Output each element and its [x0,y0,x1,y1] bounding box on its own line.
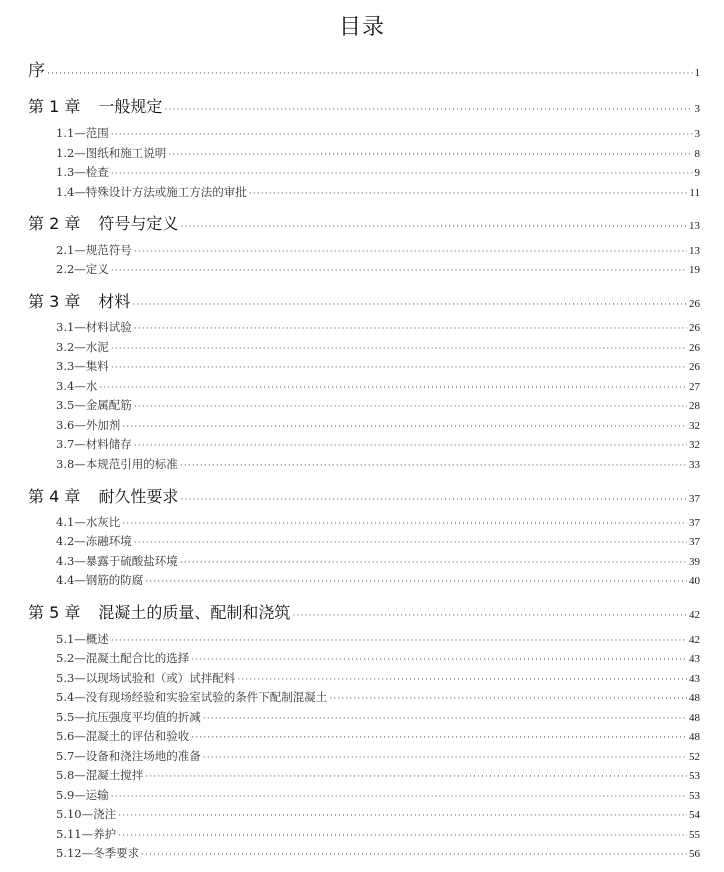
dot-leader [168,149,692,159]
toc-page-number: 32 [689,420,700,432]
toc-section[interactable] [0,728,724,744]
section-label: 1.2—图纸和施工说明 [56,146,167,160]
toc-chapter-5[interactable] [0,600,724,623]
toc-page-number: 13 [689,245,700,257]
toc-section[interactable] [0,145,724,161]
section-label: 4.2—冻融环境 [56,534,132,548]
dot-leader [132,299,687,309]
dot-leader [145,771,687,781]
toc-section[interactable] [0,826,724,842]
toc-section[interactable] [0,417,724,433]
chapter-number: 第 4 章 [28,487,81,506]
toc-section[interactable] [0,164,724,180]
section-label: 3.7—材料储存 [56,437,132,451]
dot-leader [111,265,687,275]
dot-leader [111,791,687,801]
chapter-number: 第 2 章 [28,214,81,233]
chapter-number: 第 3 章 [28,292,81,311]
toc-chapter-3[interactable] [0,289,724,312]
dot-leader [99,382,687,392]
toc-page-number: 9 [694,167,700,179]
section-label: 5.7—设备和浇注场地的准备 [56,749,201,763]
dot-leader [134,440,687,450]
section-label: 3.3—集料 [56,359,109,373]
toc-section[interactable] [0,242,724,258]
toc-page-number: 56 [689,848,700,860]
dot-leader [141,849,687,859]
toc-section[interactable] [0,339,724,355]
dot-leader [191,654,687,664]
toc-page-number: 54 [689,809,700,821]
chapter-heading [28,94,162,117]
chapter-title: 混凝土的质量、配制和浇筑 [98,603,291,622]
dot-leader [111,362,687,372]
chapter-title: 材料 [98,292,131,311]
toc-page-number: 42 [689,634,700,646]
dot-leader [329,693,687,703]
page-title: 目录 [338,15,385,40]
section-label: 3.4—水 [56,379,98,393]
section-label: 4.4—钢筋的防腐 [56,573,144,587]
toc-page-number: 28 [689,400,700,412]
section-label: 3.5—金属配筋 [56,398,132,412]
toc-section[interactable] [0,125,724,141]
toc-section[interactable] [0,631,724,647]
toc-page-number: 26 [689,298,700,310]
toc-chapter-2[interactable] [0,211,724,234]
chapter-heading [28,484,178,507]
dot-leader [111,343,687,353]
toc-page-number: 43 [689,653,700,665]
dot-leader [134,323,687,333]
section-label: 1.1—范围 [56,126,109,140]
toc-page-number: 33 [689,459,700,471]
dot-leader [134,537,687,547]
toc-section[interactable] [0,572,724,588]
dot-leader [122,421,687,431]
toc-section[interactable] [0,514,724,530]
toc-page-number: 26 [689,342,700,354]
toc-page-number: 27 [689,381,700,393]
dot-leader [180,460,687,470]
section-label: 5.9—运输 [56,788,109,802]
dot-leader [111,635,687,645]
section-label: 3.8—本规范引用的标准 [56,457,178,471]
toc-page-number: 52 [689,751,700,763]
section-label: 3.2—水泥 [56,340,109,354]
section-label: 5.4—没有现场经验和实验室试验的条件下配制混凝土 [56,690,328,704]
toc-page-number: 8 [694,148,700,160]
chapter-title: 一般规定 [98,97,163,116]
chapter-title: 符号与定义 [98,214,179,233]
toc-page-number: 43 [689,673,700,685]
toc-page-number: 26 [689,322,700,334]
toc-page-number: 39 [689,556,700,568]
toc-page-number: 37 [689,536,700,548]
chapter-number: 第 5 章 [28,603,81,622]
toc-section[interactable] [0,533,724,549]
toc-page-number: 48 [689,692,700,704]
dot-leader [191,732,687,742]
dot-leader [122,518,687,528]
dot-leader [111,168,693,178]
chapter-heading [28,289,130,312]
section-label: 5.12—冬季要求 [56,846,140,860]
toc-section[interactable] [0,184,724,200]
toc-page-number: 3 [694,103,700,115]
dot-leader [164,104,692,114]
dot-leader [203,752,687,762]
toc-section[interactable] [0,378,724,394]
section-label: 5.1—概述 [56,632,109,646]
dot-leader [249,188,688,198]
section-label: 1.4—特殊设计方法或施工方法的审批 [56,185,247,199]
toc-page-number: 48 [689,712,700,724]
toc-chapter-1[interactable] [0,94,724,117]
toc-page-number: 26 [689,361,700,373]
toc-page-number: 1 [694,67,700,79]
toc-section[interactable] [0,689,724,705]
toc-section[interactable] [0,553,724,569]
dot-leader [111,129,693,139]
toc-section[interactable] [0,358,724,374]
toc-section[interactable] [0,748,724,764]
section-label: 5.10—浇注 [56,807,117,821]
dot-leader [203,713,687,723]
chapter-heading [28,211,178,234]
section-label: 1.3—检查 [56,165,109,179]
section-label: 4.1—水灰比 [56,515,121,529]
toc-section[interactable] [0,709,724,725]
toc-page-number: 19 [689,264,700,276]
section-label: 5.8—混凝土搅拌 [56,768,144,782]
dot-leader [47,68,693,78]
section-label: 3.1—材料试验 [56,320,132,334]
toc-section[interactable] [0,787,724,803]
toc-section[interactable] [0,806,724,822]
toc-section[interactable] [0,261,724,277]
dot-leader [145,576,687,586]
dot-leader [134,246,687,256]
toc-page-number: 37 [689,517,700,529]
toc-page-number: 32 [689,439,700,451]
toc-page-number: 40 [689,575,700,587]
section-label: 4.3—暴露于硫酸盐环境 [56,554,178,568]
section-label: 2.2—定义 [56,262,109,276]
section-label: 5.11—养护 [56,827,117,841]
toc-page-number: 13 [689,220,700,232]
section-label: 5.5—抗压强度平均值的折减 [56,710,201,724]
toc-label: 序 [28,61,45,81]
dot-leader [134,401,687,411]
toc-section[interactable] [0,456,724,472]
toc-section[interactable] [0,650,724,666]
chapter-title: 耐久性要求 [98,487,179,506]
dot-leader [180,494,687,504]
toc-page-number: 53 [689,790,700,802]
toc-page-number: 3 [694,128,700,140]
toc-section[interactable] [0,670,724,686]
dot-leader [180,221,687,231]
chapter-heading [28,600,290,623]
toc-page-number: 42 [689,609,700,621]
dot-leader [292,610,687,620]
section-label: 5.2—混凝土配合比的选择 [56,651,190,665]
toc-page-number: 53 [689,770,700,782]
dot-leader [118,810,687,820]
toc-page-number: 37 [689,493,700,505]
toc-section[interactable] [0,319,724,335]
toc-page-number: 48 [689,731,700,743]
toc-entry-preface[interactable] [0,56,724,81]
toc-page-number: 11 [689,187,700,199]
dot-leader [180,557,687,567]
section-label: 2.1—规范符号 [56,243,132,257]
section-label: 5.6—混凝土的评估和验收 [56,729,190,743]
section-label: 3.6—外加剂 [56,418,121,432]
toc-section[interactable] [0,845,724,861]
chapter-number: 第 1 章 [28,97,81,116]
dot-leader [118,830,687,840]
toc-section[interactable] [0,767,724,783]
toc-page-number: 55 [689,829,700,841]
toc-chapter-4[interactable] [0,484,724,507]
section-label: 5.3—以现场试验和（或）试拌配料 [56,671,236,685]
toc-section[interactable] [0,436,724,452]
dot-leader [237,674,687,684]
toc-section[interactable] [0,397,724,413]
